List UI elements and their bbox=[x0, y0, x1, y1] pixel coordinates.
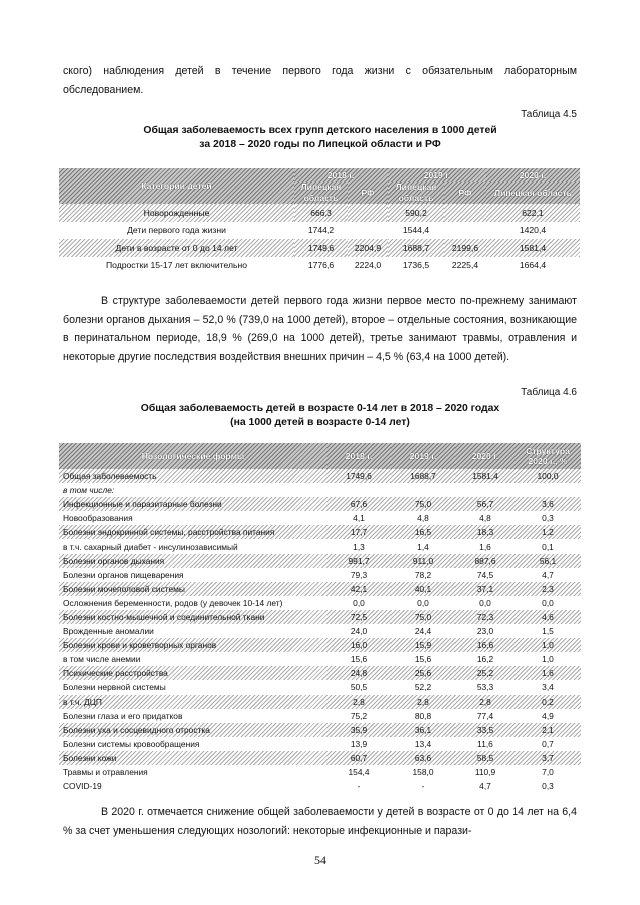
header-region-2020: Липецкая область bbox=[486, 182, 580, 204]
cell-value: 1,5 bbox=[542, 626, 554, 637]
cell-value: 0,7 bbox=[542, 738, 554, 749]
cell-value: 18,3 bbox=[455, 525, 515, 539]
cell-value: 1736,5 bbox=[402, 260, 430, 271]
cell-value bbox=[348, 204, 388, 222]
cell-value bbox=[348, 222, 388, 240]
cell-value bbox=[515, 483, 581, 497]
header-2018: 2018 г. bbox=[294, 168, 388, 182]
cell-value: 0,1 bbox=[542, 541, 554, 552]
row-name: Дети первого года жизни bbox=[127, 225, 226, 236]
cell-value: 67,6 bbox=[327, 497, 391, 511]
cell-value: 4,1 bbox=[353, 513, 365, 524]
cell-value: 1688,7 bbox=[391, 469, 455, 483]
cell-value: 52,2 bbox=[414, 682, 432, 693]
cell-value: 4,9 bbox=[542, 710, 554, 721]
cell-value: 15,6 bbox=[414, 654, 432, 665]
cell-value: 72,3 bbox=[455, 610, 515, 624]
table-4-6-label: Таблица 4.6 bbox=[521, 387, 577, 398]
row-name: Болезни мочеполовой системы bbox=[59, 582, 327, 596]
cell-value: 1744,2 bbox=[307, 225, 335, 236]
cell-value: 16,5 bbox=[391, 525, 455, 539]
header-structure: Структура 2020 г., % bbox=[515, 443, 581, 469]
cell-value: 15,9 bbox=[391, 638, 455, 652]
cell-value: 158,0 bbox=[412, 767, 434, 778]
cell-value: 16,6 bbox=[455, 638, 515, 652]
cell-value: 1,6 bbox=[515, 666, 581, 680]
cell-value: 1,3 bbox=[353, 541, 365, 552]
table-4-5-title-line2: за 2018 – 2020 годы по Липецкой области и РФ bbox=[199, 139, 441, 150]
table-row bbox=[59, 666, 581, 680]
cell-value: 4,8 bbox=[417, 513, 429, 524]
table-4-5-title bbox=[63, 124, 577, 152]
table-4-6-title-line2: (на 1000 детей в возрасте 0-14 лет) bbox=[230, 417, 410, 428]
header-region-2019: Липецкая область bbox=[388, 182, 444, 204]
header-rf-2018: РФ bbox=[348, 182, 388, 204]
cell-value: 1,2 bbox=[515, 525, 581, 539]
cell-value: 53,3 bbox=[476, 682, 494, 693]
cell-value: 887,6 bbox=[455, 554, 515, 568]
cell-value: 622,1 bbox=[486, 204, 580, 222]
cell-value: 0,0 bbox=[479, 597, 491, 608]
row-name: в том числе: bbox=[63, 485, 115, 496]
page-number: 54 bbox=[314, 853, 326, 867]
table-row bbox=[59, 779, 581, 793]
cell-value: 42,1 bbox=[327, 582, 391, 596]
cell-value: 1749,6 bbox=[294, 239, 348, 257]
header-2018: 2018 г. bbox=[327, 443, 391, 469]
cell-value: 23,0 bbox=[476, 626, 494, 637]
table-row bbox=[59, 511, 581, 525]
table-row bbox=[59, 723, 581, 737]
cell-value: 0,0 bbox=[542, 597, 554, 608]
cell-value: 1,0 bbox=[542, 654, 554, 665]
table-row bbox=[59, 652, 581, 666]
table-row bbox=[59, 596, 581, 610]
cell-value: 72,5 bbox=[327, 610, 391, 624]
cell-value bbox=[455, 483, 515, 497]
row-name: Дети в возрасте от 0 до 14 лет bbox=[59, 239, 294, 257]
cell-value: 2,3 bbox=[515, 582, 581, 596]
cell-value: 4,7 bbox=[542, 569, 554, 580]
structure-paragraph: В структуре заболеваемости детей первого года жизни первое место по-прежнему занимают болезни органов дыхания – 52,0 % (739,0 на 1000 детей), второе – отдельные состояния, возникающие в перинатальном периоде, 18,9 % (269,0 на 1000 детей), третье занимают травмы, отравления и некоторые другие последствия воздействия внешних причин – 4,5 % (63,4 на 1000 детей). bbox=[63, 295, 577, 363]
cell-value: 2204,9 bbox=[348, 239, 388, 257]
cell-value: 590,2 bbox=[388, 204, 444, 222]
row-name: Болезни кожи bbox=[59, 751, 327, 765]
table-4-6-title bbox=[63, 402, 577, 430]
cell-value: 15,6 bbox=[350, 654, 368, 665]
header-rf-2019: РФ bbox=[444, 182, 486, 204]
table-row bbox=[59, 638, 581, 652]
row-name: Болезни органов дыхания bbox=[59, 554, 327, 568]
cell-value: 37,1 bbox=[455, 582, 515, 596]
table-4-6-title-line1: Общая заболеваемость детей в возрасте 0-14 лет в 2018 – 2020 годах bbox=[140, 403, 500, 414]
row-name: Болезни системы кровообращения bbox=[63, 738, 200, 749]
cell-value: 16,0 bbox=[327, 638, 391, 652]
row-name: Врожденные аномалии bbox=[63, 626, 154, 637]
table-row bbox=[59, 469, 581, 483]
cell-value: 58,5 bbox=[455, 751, 515, 765]
row-name: Болезни уха и сосцевидного отростка bbox=[59, 723, 327, 737]
cell-value: 1,4 bbox=[417, 541, 429, 552]
cell-value: 0,3 bbox=[542, 781, 554, 792]
row-name: Осложнения беременности, родов (у девочек 10-14 лет) bbox=[63, 597, 283, 608]
row-name: Травмы и отравления bbox=[63, 767, 148, 778]
cell-value: 7,0 bbox=[542, 767, 554, 778]
table-row bbox=[59, 539, 581, 553]
table-row bbox=[59, 239, 580, 257]
cell-value: 60,7 bbox=[327, 751, 391, 765]
cell-value: 17,7 bbox=[327, 525, 391, 539]
cell-value: 1420,4 bbox=[519, 225, 547, 236]
row-name: COVID-19 bbox=[63, 781, 102, 792]
cell-value: 2225,4 bbox=[451, 260, 479, 271]
cell-value: 75,2 bbox=[350, 710, 368, 721]
cell-value: 100,0 bbox=[515, 469, 581, 483]
cell-value: 3,6 bbox=[515, 497, 581, 511]
cell-value: 4,7 bbox=[479, 781, 491, 792]
table-row bbox=[59, 257, 580, 275]
cell-value: 80,8 bbox=[414, 710, 432, 721]
cell-value: - bbox=[421, 781, 425, 792]
table-row bbox=[59, 610, 581, 624]
cell-value: 11,6 bbox=[477, 738, 493, 749]
header-2019: 2019 г. bbox=[388, 168, 486, 182]
cell-value: 77,4 bbox=[476, 710, 494, 721]
row-name: Психические расстройства bbox=[59, 666, 327, 680]
cell-value: 1776,6 bbox=[307, 260, 335, 271]
row-name: Болезни глаза и его придатков bbox=[63, 710, 183, 721]
table-row bbox=[59, 737, 581, 751]
cell-value bbox=[444, 222, 486, 240]
cell-value: 36,1 bbox=[391, 723, 455, 737]
row-name: в том числе анемии bbox=[63, 654, 141, 665]
cell-value: 1688,7 bbox=[388, 239, 444, 257]
cell-value: 25,6 bbox=[391, 666, 455, 680]
cell-value: 1581,4 bbox=[455, 469, 515, 483]
table-row bbox=[59, 765, 581, 779]
cell-value: 1664,4 bbox=[519, 260, 547, 271]
table-row bbox=[59, 582, 581, 596]
cell-value bbox=[391, 483, 455, 497]
cell-value: 63,6 bbox=[391, 751, 455, 765]
cell-value: 1,6 bbox=[479, 541, 491, 552]
table-row bbox=[59, 497, 581, 511]
header-category: Категории детей bbox=[59, 168, 294, 204]
cell-value: 3,7 bbox=[515, 751, 581, 765]
cell-value: 50,5 bbox=[350, 682, 368, 693]
table-row bbox=[59, 525, 581, 539]
row-name: Болезни крови и кроветворных органов bbox=[59, 638, 327, 652]
header-2019: 2019 г. bbox=[391, 443, 455, 469]
table-4-5-label: Таблица 4.5 bbox=[521, 109, 577, 120]
cell-value: 56,1 bbox=[515, 554, 581, 568]
cell-value: 79,3 bbox=[350, 569, 368, 580]
cell-value: 1581,4 bbox=[486, 239, 580, 257]
cell-value: 2,8 bbox=[391, 695, 455, 709]
header-2020: 2020 г. bbox=[455, 443, 515, 469]
cell-value: 2,1 bbox=[515, 723, 581, 737]
cell-value: 0,2 bbox=[515, 695, 581, 709]
cell-value: 13,9 bbox=[350, 738, 368, 749]
cell-value: 25,2 bbox=[455, 666, 515, 680]
cell-value bbox=[327, 483, 391, 497]
cell-value: 911,0 bbox=[391, 554, 455, 568]
cell-value: 4,6 bbox=[515, 610, 581, 624]
cell-value: 24,8 bbox=[327, 666, 391, 680]
cell-value: 2199,6 bbox=[444, 239, 486, 257]
table-row bbox=[59, 624, 581, 638]
cell-value: 16,2 bbox=[476, 654, 494, 665]
row-name: Болезни нервной системы bbox=[63, 682, 166, 693]
cell-value: - bbox=[357, 781, 361, 792]
table-row bbox=[59, 709, 581, 723]
row-name: Инфекционные и паразитарные болезни bbox=[59, 497, 327, 511]
cell-value: 0,3 bbox=[542, 513, 554, 524]
cell-value: 110,9 bbox=[474, 767, 496, 778]
intro-paragraph: ского) наблюдения детей в течение первого года жизни с обязательным лабораторным обследованием. bbox=[63, 65, 577, 96]
table-4-5 bbox=[59, 168, 580, 274]
cell-value: 75,0 bbox=[391, 610, 455, 624]
table-row bbox=[59, 680, 581, 694]
cell-value: 1544,4 bbox=[402, 225, 430, 236]
row-name: Болезни эндокринной системы, расстройства питания bbox=[59, 525, 327, 539]
row-name: в т.ч. ДЦП bbox=[59, 695, 327, 709]
cell-value: 1749,6 bbox=[327, 469, 391, 483]
row-name: Болезни костно-мышечной и соединительной ткани bbox=[59, 610, 327, 624]
cell-value: 2,8 bbox=[455, 695, 515, 709]
cell-value: 24,4 bbox=[414, 626, 432, 637]
table-row bbox=[59, 222, 580, 240]
table-row bbox=[59, 568, 581, 582]
table-row bbox=[59, 204, 580, 222]
row-name: Общая заболеваемость bbox=[59, 469, 327, 483]
row-name: Подростки 15-17 лет включительно bbox=[105, 260, 248, 271]
cell-value: 75,0 bbox=[391, 497, 455, 511]
cell-value: 78,2 bbox=[414, 569, 432, 580]
cell-value: 35,9 bbox=[327, 723, 391, 737]
table-row bbox=[59, 695, 581, 709]
cell-value: 4,8 bbox=[479, 513, 491, 524]
row-name: Болезни органов пищеварения bbox=[63, 569, 184, 580]
header-region-2018: Липецкая область bbox=[294, 182, 348, 204]
row-name: в т.ч. сахарный диабет - инсулинозависимый bbox=[63, 541, 238, 552]
header-2020: 2020 г. bbox=[486, 168, 580, 182]
cell-value: 2224,0 bbox=[354, 260, 382, 271]
cell-value: 991,7 bbox=[327, 554, 391, 568]
row-name: Новорожденные bbox=[59, 204, 294, 222]
cell-value: 1,0 bbox=[515, 638, 581, 652]
cell-value: 0,0 bbox=[353, 597, 365, 608]
cell-value: 24,0 bbox=[350, 626, 368, 637]
table-4-5-title-line1: Общая заболеваемость всех групп детского населения в 1000 детей bbox=[143, 125, 497, 136]
cell-value: 0,0 bbox=[417, 597, 429, 608]
cell-value: 3,4 bbox=[542, 682, 554, 693]
closing-paragraph: В 2020 г. отмечается снижение общей заболеваемости у детей в возрасте от 0 до 14 лет на 6,4 % за счет уменьшения следующих нозологий: некоторые инфекционные и парази- bbox=[63, 806, 577, 837]
table-row bbox=[59, 483, 581, 497]
cell-value: 40,1 bbox=[391, 582, 455, 596]
cell-value: 74,5 bbox=[476, 569, 494, 580]
row-name: Новообразования bbox=[63, 513, 133, 524]
cell-value: 154,4 bbox=[348, 767, 370, 778]
header-forms: Нозологические формы bbox=[59, 443, 327, 469]
table-4-6 bbox=[59, 443, 581, 793]
cell-value bbox=[444, 204, 486, 222]
cell-value: 56,7 bbox=[455, 497, 515, 511]
table-row bbox=[59, 751, 581, 765]
cell-value: 666,3 bbox=[294, 204, 348, 222]
cell-value: 13,4 bbox=[414, 738, 432, 749]
table-row bbox=[59, 554, 581, 568]
cell-value: 33,5 bbox=[455, 723, 515, 737]
cell-value: 2,8 bbox=[327, 695, 391, 709]
